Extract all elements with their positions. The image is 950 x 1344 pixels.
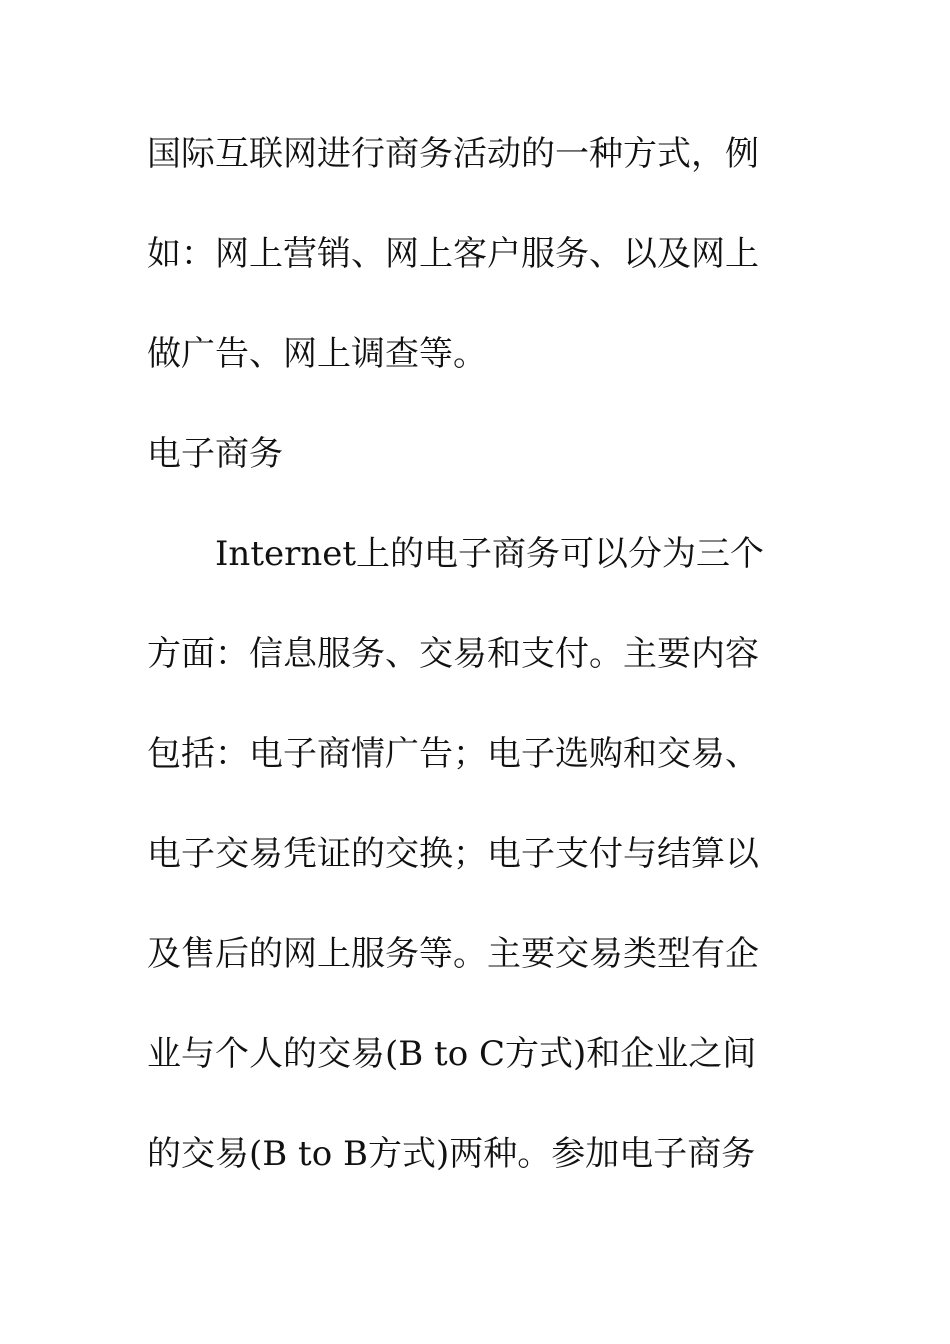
paragraph-line: 电子交易凭证的交换；电子支付与结算以	[147, 834, 759, 874]
paragraph-line: 方面：信息服务、交易和支付。主要内容	[147, 634, 759, 674]
paragraph-line: Internet上的电子商务可以分为三个	[147, 534, 765, 574]
paragraph-line: 及售后的网上服务等。主要交易类型有企	[147, 934, 759, 974]
paragraph-line: 如：网上营销、网上客户服务、以及网上	[147, 234, 759, 274]
document-body	[147, 129, 797, 1229]
paragraph-line: 包括：电子商情广告；电子选购和交易、	[147, 734, 759, 774]
paragraph-line: 业与个人的交易(B to C方式)和企业之间	[147, 1034, 757, 1074]
section-heading: 电子商务	[147, 434, 283, 474]
paragraph-line: 国际互联网进行商务活动的一种方式，例	[147, 134, 759, 174]
paragraph-line: 的交易(B to B方式)两种。参加电子商务	[147, 1134, 756, 1174]
paragraph-line: 做广告、网上调查等。	[147, 334, 487, 374]
